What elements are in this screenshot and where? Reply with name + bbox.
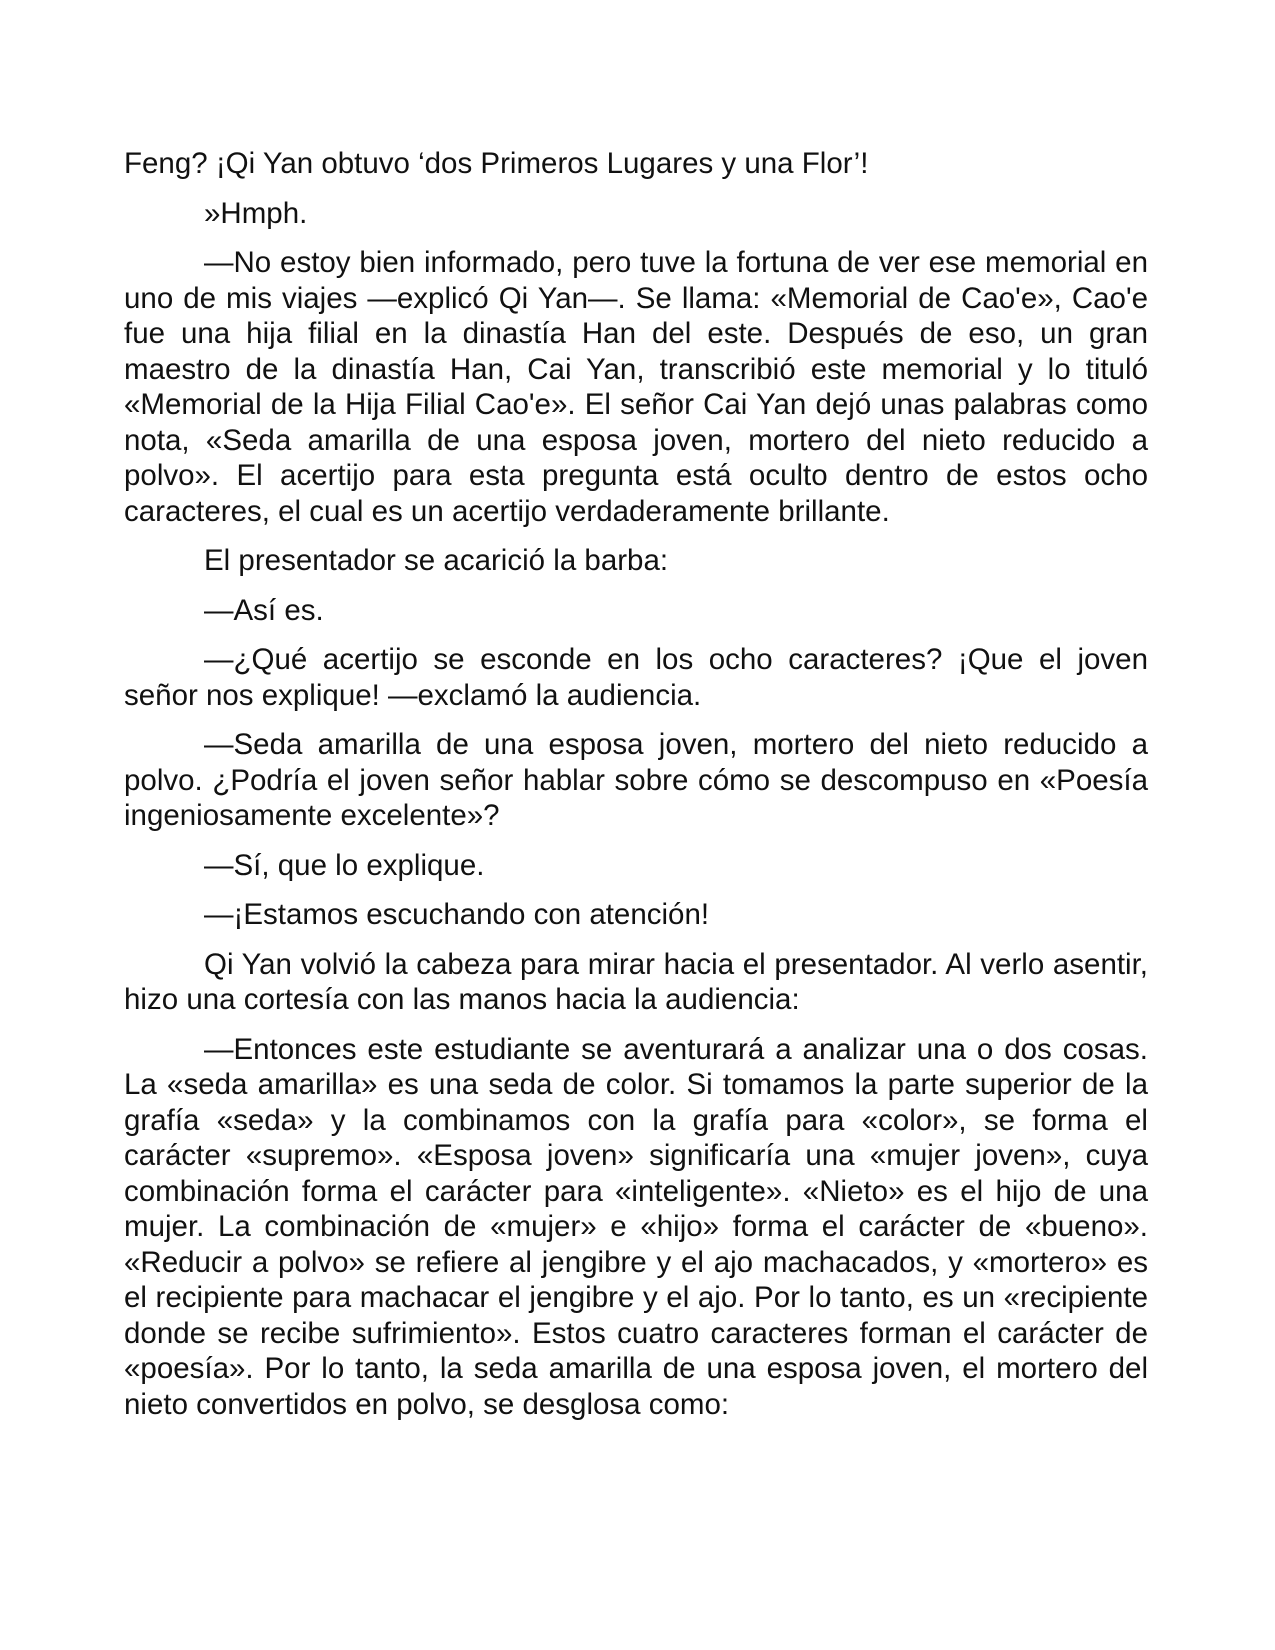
paragraph-qi-yan-turns: Qi Yan volvió la cabeza para mirar hacia el presentador. Al verlo asentir, hizo una cortesía con las manos hacia la audiencia: [124, 947, 1148, 1016]
paragraph-explain-request: —Sí, que lo explique. [204, 848, 485, 882]
paragraph-presenter-beard: El presentador se acarició la barba: [204, 544, 669, 577]
paragraph-riddle-question: —Seda amarilla de una esposa joven, mortero del nieto reducido a polvo. ¿Podría el joven señor hablar sobre cómo se descompuso en «Poesía ingeniosamente excelente»? [124, 728, 1148, 832]
paragraph-asi-es: —Así es. [204, 593, 324, 627]
paragraph-listening: —¡Estamos escuchando con atención! [204, 898, 710, 931]
paragraph-audience-question: —¿Qué acertijo se esconde en los ocho caracteres? ¡Que el joven señor nos explique! —exclamó la audiencia. [124, 643, 1148, 712]
paragraph-memorial-explanation: —No estoy bien informado, pero tuve la fortuna de ver ese memorial en uno de mis viajes —explicó Qi Yan—. Se llama: «Memorial de Cao'e», Cao'e fue una hija filial en la dinastía Han del este. Después de eso, un gran maestro de la dinastía Han, Cai Yan, transcribió este memorial y lo tituló «Memorial de la Hija Filial Cao'e». El señor Cai Yan dejó unas palabras como nota, «Seda amarilla de una esposa joven, mortero del nieto reducido a polvo». El acertijo para esta pregunta está oculto dentro de estos ocho caracteres, el cual es un acertijo verdaderamente brillante. [124, 246, 1148, 528]
paragraph-continuation: Feng? ¡Qi Yan obtuvo ‘dos Primeros Lugares y una Flor’! [124, 147, 869, 180]
document-page [124, 146, 1148, 1436]
paragraph-analysis: —Entonces este estudiante se aventurará a analizar una o dos cosas. La «seda amarilla» es una seda de color. Si tomamos la parte superior de la grafía «seda» y la combinamos con la grafía para «color», se forma el carácter «supremo». «Esposa joven» significaría una «mujer joven», cuya combinación forma el carácter para «inteligente». «Nieto» es el hijo de una mujer. La combinación de «mujer» e «hijo» forma el carácter de «bueno». «Reducir a polvo» se refiere al jengibre y el ajo machacados, y «mortero» es el recipiente para machacar el jengibre y el ajo. Por lo tanto, es un «recipiente donde se recibe sufrimiento». Estos cuatro caracteres forman el carácter de «poesía». Por lo tanto, la seda amarilla de una esposa joven, el mortero del nieto convertidos en polvo, se desglosa como: [124, 1032, 1148, 1421]
paragraph-hmph: »Hmph. [204, 196, 308, 230]
